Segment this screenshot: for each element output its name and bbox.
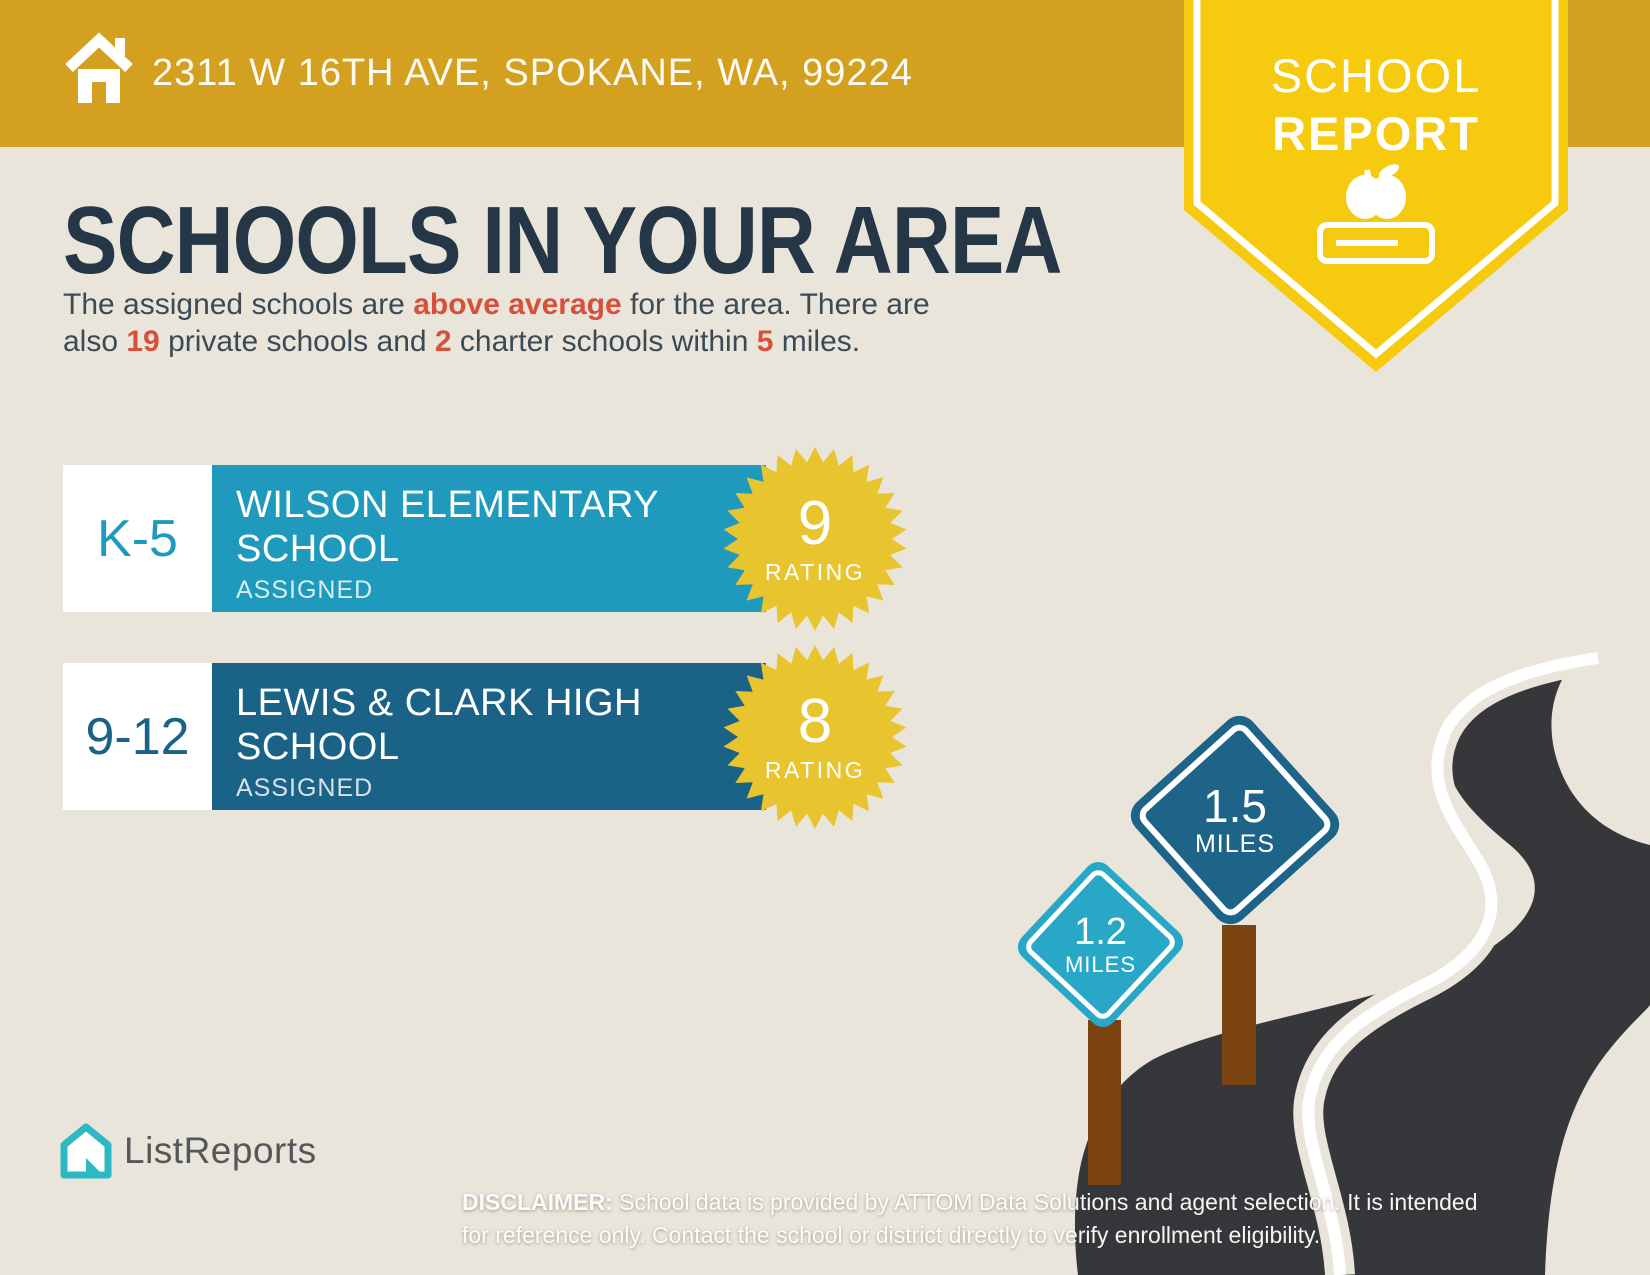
- rating-badge-elementary: [722, 446, 908, 632]
- distance-value: 1.2: [1074, 910, 1127, 953]
- disclaimer-text: [462, 1186, 1492, 1252]
- distance-label: MILES: [1064, 951, 1137, 977]
- distance-value: 1.5: [1203, 779, 1267, 832]
- sign-post-1-5: [1222, 925, 1256, 1085]
- listreports-house-icon: [60, 1122, 112, 1180]
- intro-line1: The assigned schools are above average for the area. There are: [63, 288, 930, 321]
- disclaimer-line1: DISCLAIMER: School data is provided by ATTOM Data Solutions and agent selection. It is intended: [462, 1189, 1478, 1215]
- disclaimer-line2: for reference only. Contact the school or district directly to verify enrollment eligibility.: [462, 1222, 1321, 1248]
- rating-label: RATING: [764, 756, 866, 783]
- page-title: SCHOOLS IN YOUR AREA: [63, 187, 1062, 294]
- rating-badge-high: [722, 644, 908, 830]
- badge-line1: SCHOOL: [1270, 49, 1482, 102]
- brand-name: ListReports: [124, 1130, 317, 1171]
- school-status: ASSIGNED: [236, 576, 374, 604]
- grade-range: K-5: [63, 465, 212, 612]
- sign-post-1-2: [1088, 1020, 1121, 1185]
- school-status: ASSIGNED: [236, 774, 374, 802]
- apple-book-icon: [1184, 158, 1568, 268]
- badge-title: [1184, 0, 1568, 161]
- sign-text: [1038, 882, 1163, 1007]
- rating-value: 8: [797, 686, 833, 756]
- rating-label: RATING: [764, 558, 866, 585]
- rating-value: 9: [797, 488, 833, 558]
- sign-text: [1156, 741, 1314, 899]
- school-name: WILSON ELEMENTARY SCHOOL: [236, 484, 659, 570]
- distance-sign-elementary: [1012, 856, 1189, 1033]
- property-address: 2311 W 16TH AVE, SPOKANE, WA, 99224: [152, 52, 913, 94]
- intro-line2: also 19 private schools and 2 charter schools within 5 miles.: [63, 325, 861, 358]
- listreports-logo: [60, 1122, 317, 1180]
- badge-line2: REPORT: [1272, 107, 1480, 160]
- distance-label: MILES: [1194, 829, 1276, 858]
- grade-range: 9-12: [63, 663, 212, 810]
- school-name: LEWIS & CLARK HIGH SCHOOL: [236, 682, 642, 768]
